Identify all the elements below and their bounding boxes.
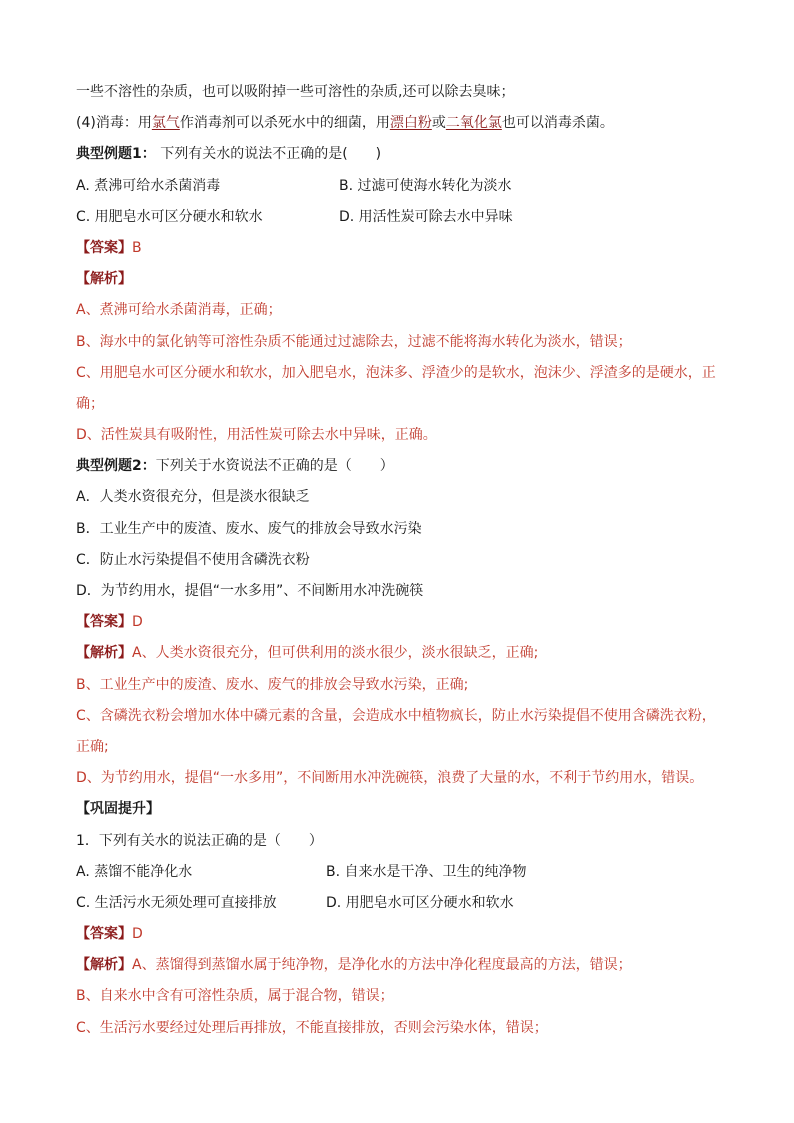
example1-answer [76, 233, 726, 264]
consolidate-options-row1 [76, 857, 726, 888]
disinfection-suffix: 也可以消毒杀菌。 [501, 115, 614, 132]
example1-analysis-line: B、海水中的氯化钠等可溶性杂质不能通过过滤除去，过滤不能将海水转化为淡水，错误； [76, 333, 632, 350]
consolidate-analysis-label: 【解析】 [76, 957, 132, 974]
example1-analysis-line: 确； [76, 395, 104, 412]
example2-analysis-label: 【解析】 [76, 645, 132, 662]
disinfection-mid1: 作消毒剂可以杀死水中的细菌，用 [179, 115, 390, 132]
consolidate-analysis-line: C、生活污水要经过处理后再排放，不能直接排放，否则会污染水体，错误； [76, 1019, 548, 1036]
term-chlorine-dioxide: 二氧化氯 [445, 115, 502, 132]
consolidate-option-a: A. 蒸馏不能净化水 [76, 863, 193, 880]
example1-label: 典型例题1： [76, 146, 156, 163]
example1-answer-value: B [132, 239, 142, 256]
example1-analysis-line: A、煮沸可给水杀菌消毒，正确； [76, 302, 282, 319]
example1-options-row2 [76, 202, 726, 233]
example2-answer [76, 607, 726, 638]
consolidate-option-b: B. 自来水是干净、卫生的纯净物 [326, 863, 527, 880]
consolidate-answer [76, 919, 726, 950]
consolidate-option-d: D. 用肥皂水可区分硬水和软水 [326, 894, 514, 911]
example2-question [76, 451, 726, 482]
example2-analysis-line: C、含磷洗衣粉会增加水体中磷元素的含量，会造成水中植物疯长，防止水污染提倡不使用含磷洗衣粉， [76, 707, 716, 724]
example2-analysis-line: 正确; [76, 738, 109, 755]
consolidate-options-row2 [76, 888, 726, 919]
example1-analysis-label: 【解析】 [76, 271, 132, 288]
consolidate-analysis-line: A、蒸馏得到蒸馏水属于纯净物，是净化水的方法中净化程度最高的方法，错误； [132, 957, 632, 974]
example2-stem: 下列关于水资说法不正确的是（ ） [155, 458, 394, 475]
example2-option-d: D．为节约用水，提倡“一水多用”、不间断用水冲洗碗筷 [76, 583, 424, 599]
example2-option-c: C．防止水污染提倡不使用含磷洗衣粉 [76, 551, 310, 568]
example1-question [76, 139, 726, 170]
example1-answer-label: 【答案】 [76, 239, 132, 256]
consolidate-option-c: C. 生活污水无须处理可直接排放 [76, 894, 277, 911]
example1-option-d: D. 用活性炭可除去水中异味 [339, 208, 513, 225]
example2-option-b: B．工业生产中的废渣、废水、废气的排放会导致水污染 [76, 520, 422, 537]
consolidate-answer-value: D [132, 926, 143, 943]
example1-stem: 下列有关水的说法不正确的是( ) [155, 146, 382, 163]
example1-option-c: C. 用肥皂水可区分硬水和软水 [76, 208, 263, 225]
consolidate-analysis-line: B、自来水中含有可溶性杂质，属于混合物，错误； [76, 988, 394, 1005]
example2-analysis-line: A、人类水资很充分，但可供利用的淡水很少，淡水很缺乏，正确; [132, 645, 539, 662]
term-chlorine: 氯气 [151, 115, 180, 132]
disinfection-mid2: 或 [431, 115, 446, 132]
example2-analysis-line: B、工业生产中的废渣、废水、废气的排放会导致水污染，正确; [76, 676, 469, 693]
example2-analysis-first [76, 638, 726, 669]
paragraph-disinfection [76, 108, 726, 139]
example1-option-a: A. 煮沸可给水杀菌消毒 [76, 177, 221, 194]
document-page [76, 77, 726, 1044]
example2-answer-value: D [132, 614, 143, 631]
consolidate-analysis-first [76, 950, 726, 981]
example1-options-row1 [76, 171, 726, 202]
consolidate-question1: 1．下列有关水的说法正确的是（ ） [76, 832, 323, 849]
consolidate-title: 【巩固提升】 [76, 801, 160, 818]
example2-option-a: A．人类水资很充分，但是淡水很缺乏 [76, 489, 310, 506]
term-bleaching-powder: 漂白粉 [389, 115, 432, 132]
consolidate-answer-label: 【答案】 [76, 926, 132, 943]
example1-analysis-line: C、用肥皂水可区分硬水和软水，加入肥皂水，泡沫多、浮渣少的是软水，泡沫少、浮渣多的是硬水，正 [76, 364, 716, 381]
disinfection-prefix: (4)消毒：用 [76, 115, 152, 132]
example2-label: 典型例题2： [76, 458, 156, 475]
example2-answer-label: 【答案】 [76, 614, 132, 631]
example2-analysis-line: D、为节约用水，提倡“一水多用”，不间断用水冲洗碗筷，浪费了大量的水，不利于节约用水，错误。 [76, 770, 704, 787]
example1-analysis-line: D、活性炭具有吸附性，用活性炭可除去水中异味，正确。 [76, 427, 437, 444]
example1-option-b: B. 过滤可使海水转化为淡水 [339, 177, 512, 194]
paragraph-purification: 一些不溶性的杂质，也可以吸附掉一些可溶性的杂质,还可以除去臭味； [76, 84, 515, 100]
